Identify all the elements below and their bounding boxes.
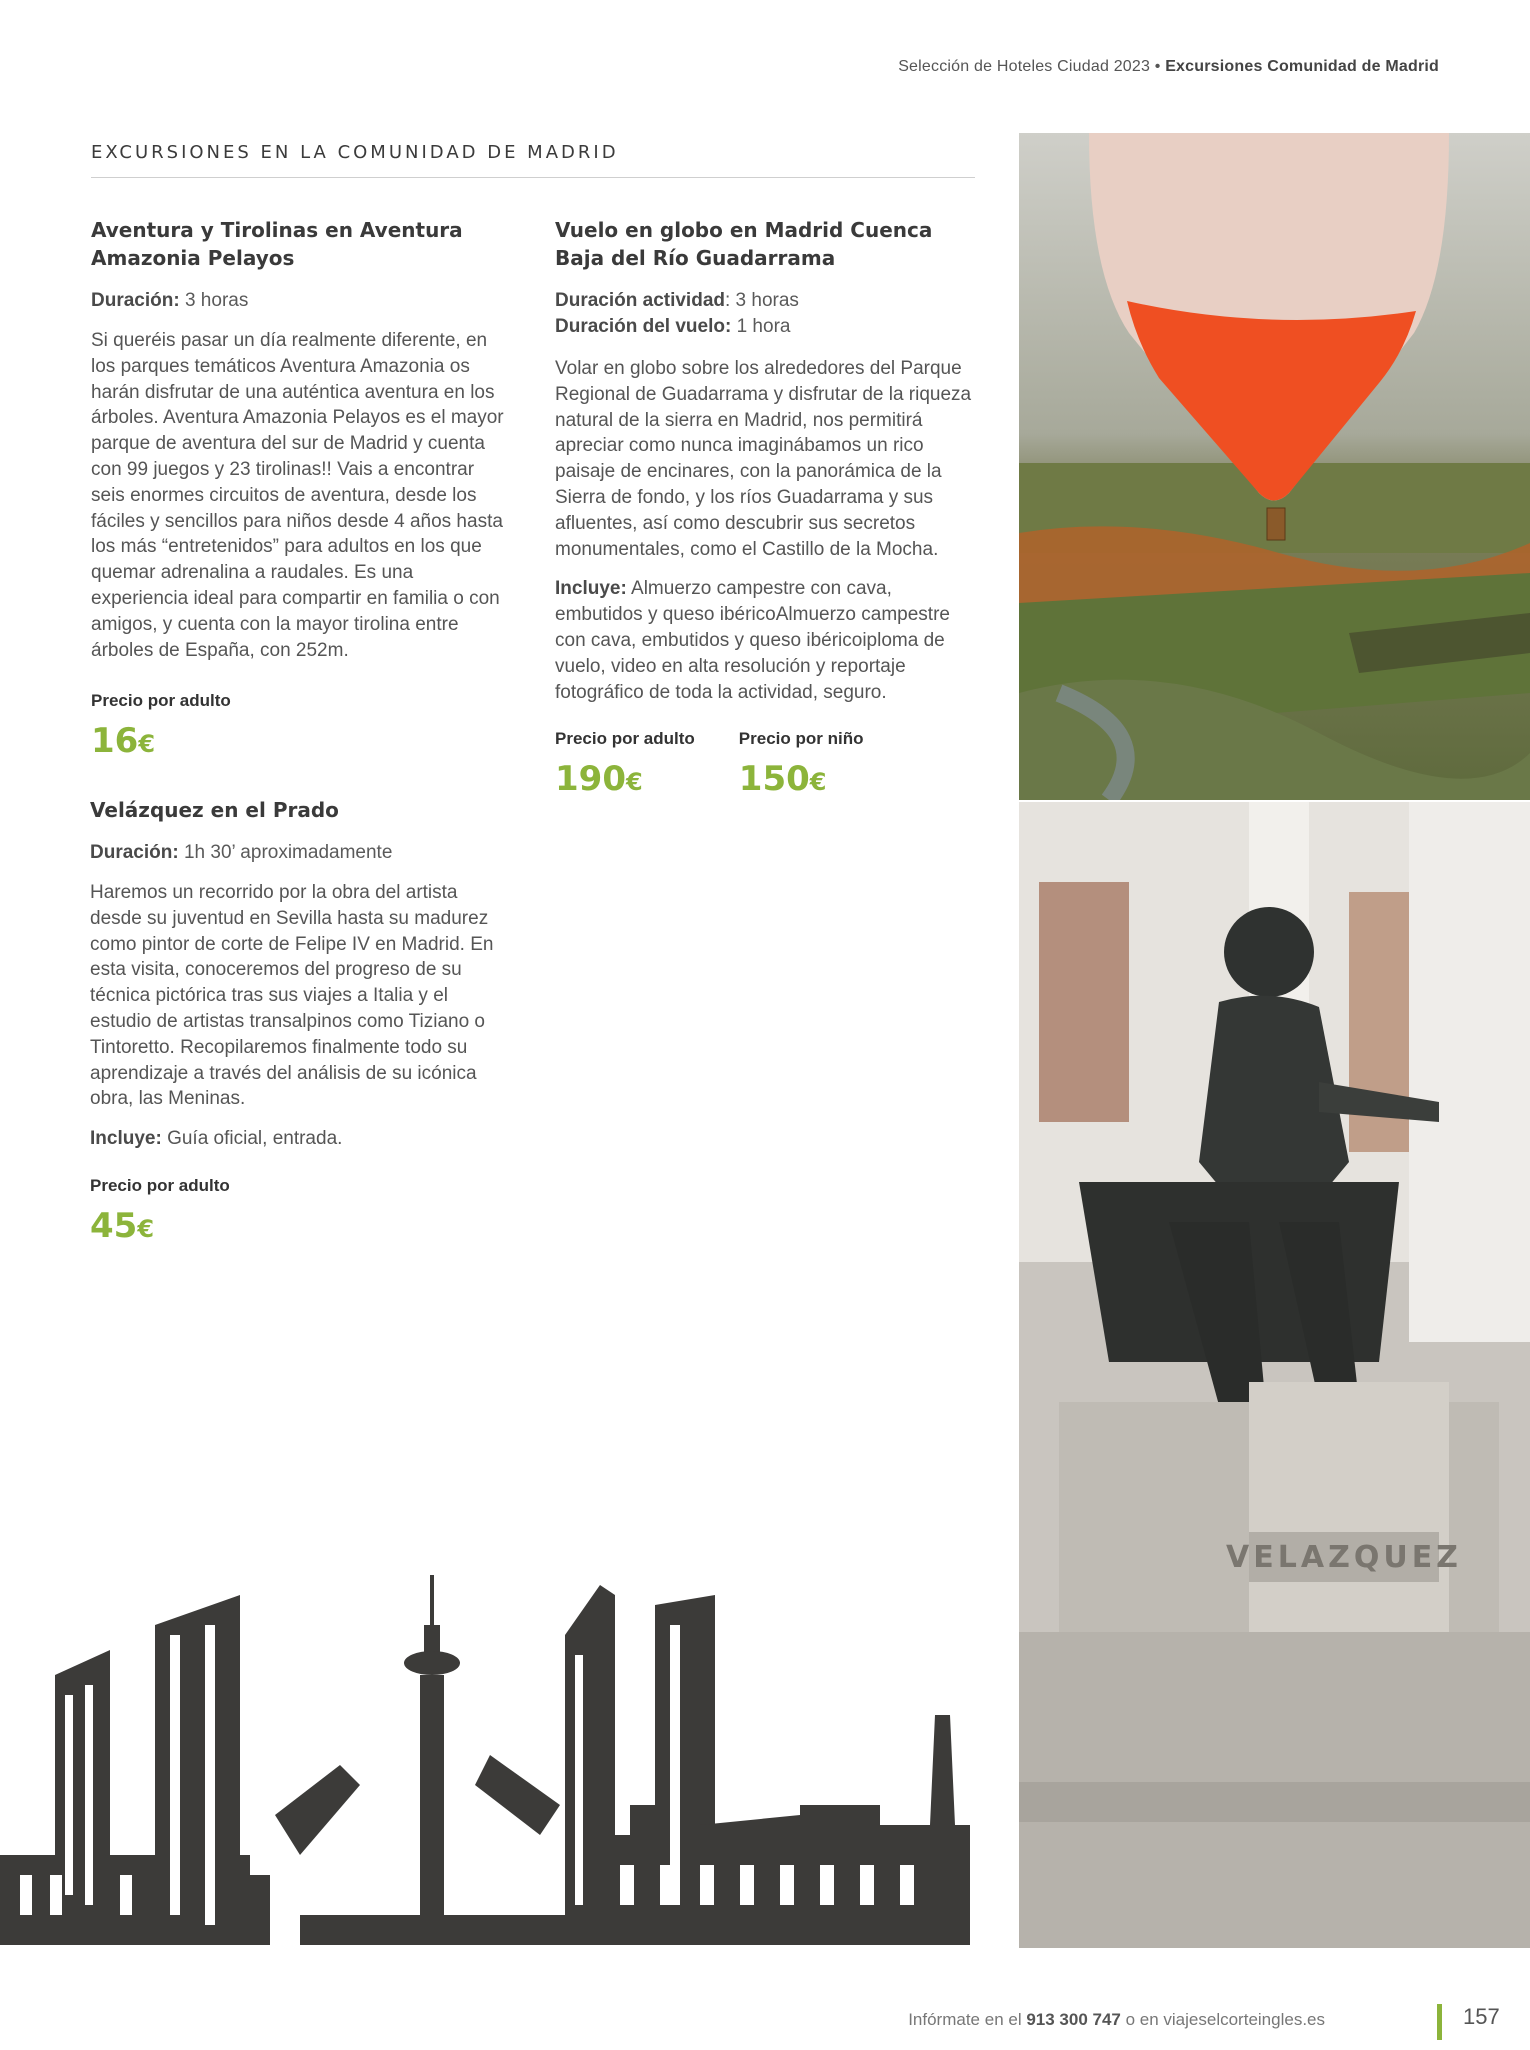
price-amount: 16 — [91, 721, 139, 762]
footer-text — [908, 2010, 1325, 2030]
includes-value: Almuerzo campestre con cava, embutidos y queso ibéricoAlmuerzo campestre con cava, embutidos y queso ibéricoiploma de vuelo, video en alta resolución y reportaje fotográfico de toda la actividad, seguro. — [555, 578, 950, 703]
madrid-skyline-illustration — [0, 1555, 975, 1945]
flight-duration-label: Duración del vuelo: — [555, 316, 732, 337]
footer-suffix: o en viajeselcorteingles.es — [1120, 2010, 1325, 2029]
velazquez-statue-photo — [1019, 802, 1530, 1948]
duration-label: Duración: — [90, 842, 179, 863]
includes — [555, 576, 975, 705]
price-currency: € — [809, 768, 827, 797]
footer-prefix: Infórmate en el — [908, 2010, 1027, 2029]
page-number: 157 — [1463, 2004, 1500, 2029]
price-value — [91, 721, 511, 764]
price-block-adult — [555, 729, 695, 802]
page-header — [898, 58, 1439, 76]
excursion-globo — [555, 216, 975, 802]
header-section: Excursiones Comunidad de Madrid — [1165, 58, 1439, 75]
header-prefix: Selección de Hoteles Ciudad 2023 • — [898, 58, 1166, 75]
excursion-description: Si queréis pasar un día realmente diferente, en los parques temáticos Aventura Amazonia os harán disfrutar de una auténtica aventura en los árboles. Aventura Amazonia Pelayos es el mayor parque de aventura del sur de Madrid y cuenta con 99 juegos y 23 tirolinas!! Vais a encontrar seis enormes circuitos de aventura, desde los fáciles y sencillos para niños desde 4 años hasta los más “entretenidos” para adultos en los que quemar adrenalina a raudales. Es una experiencia ideal para compartir en familia o con amigos, y cuenta con la mayor tirolina entre árboles de España, con 252m. — [91, 330, 504, 661]
flight-duration-value: 1 hora — [731, 316, 791, 337]
price-child-value — [739, 759, 864, 802]
includes-label: Incluye: — [90, 1128, 162, 1150]
price-currency: € — [138, 730, 156, 759]
includes-label: Incluye: — [555, 578, 627, 600]
excursion-description: Haremos un recorrido por la obra del artista desde su juventud en Sevilla hasta su madurez como pintor de corte de Felipe IV en Madrid. En esta visita, conoceremos del progreso de su técnica pictórica tras sus viajes a Italia y el estudio de artistas transalpinos como Tiziano o Tintoretto. Recopilaremos finalmente todo su aprendizaje a través del análisis de su icónica obra, las Meninas. — [90, 882, 494, 1110]
price-block — [91, 691, 511, 764]
duration — [90, 840, 510, 866]
price-label: Precio por adulto — [90, 1175, 230, 1195]
section-title: EXCURSIONES EN LA COMUNIDAD DE MADRID — [91, 142, 975, 178]
includes-value: Guía oficial, entrada. — [161, 1128, 343, 1150]
duration-value: : 3 horas — [725, 290, 799, 311]
price-row — [555, 729, 975, 802]
excursion-description: Volar en globo sobre los alrededores del Parque Regional de Guadarrama y disfrutar de la riqueza natural de la sierra en Madrid, nos permitirá apreciar como nunca imaginábamos un rico paisaje de encinares, con la panorámica de la Sierra de fondo, y los ríos Guadarrama y sus afluentes, así como descubrir sus secretos monumentales, como el Castillo de la Mocha. — [555, 358, 972, 560]
price-block-child — [739, 729, 864, 802]
duration — [555, 288, 975, 340]
duration-value: 1h 30’ aproximadamente — [178, 842, 393, 863]
duration-label: Duración: — [91, 290, 180, 311]
price-label: Precio por adulto — [555, 729, 695, 749]
duration — [91, 288, 511, 314]
price-value — [90, 1206, 510, 1249]
statue-inscription: VELAZQUEZ — [1226, 1540, 1462, 1575]
price-block — [90, 1176, 510, 1249]
excursion-title: Aventura y Tirolinas en Aventura Amazonia Pelayos — [91, 218, 463, 270]
price-value — [555, 759, 695, 802]
excursion-title: Vuelo en globo en Madrid Cuenca Baja del Río Guadarrama — [555, 218, 933, 270]
price-currency: € — [625, 768, 643, 797]
includes — [90, 1126, 510, 1152]
price-currency: € — [137, 1214, 155, 1243]
price-child-label: Precio por niño — [738, 729, 864, 749]
price-child-amount: 150 — [738, 759, 810, 800]
price-amount: 190 — [555, 759, 626, 800]
price-amount: 45 — [90, 1205, 138, 1246]
price-label: Precio por adulto — [91, 691, 231, 711]
duration-value: 3 horas — [179, 290, 249, 311]
excursion-aventura — [91, 216, 511, 764]
footer-phone: 913 300 747 — [1026, 2010, 1121, 2029]
excursion-velazquez — [90, 796, 510, 1249]
balloon-illustration — [1019, 133, 1530, 800]
page-footer — [0, 2004, 1530, 2050]
statue-illustration — [1019, 802, 1530, 1948]
duration-label: Duración actividad — [555, 290, 725, 311]
footer-divider — [1437, 2004, 1442, 2040]
excursion-title: Velázquez en el Prado — [90, 798, 339, 822]
balloon-photo — [1019, 133, 1530, 800]
